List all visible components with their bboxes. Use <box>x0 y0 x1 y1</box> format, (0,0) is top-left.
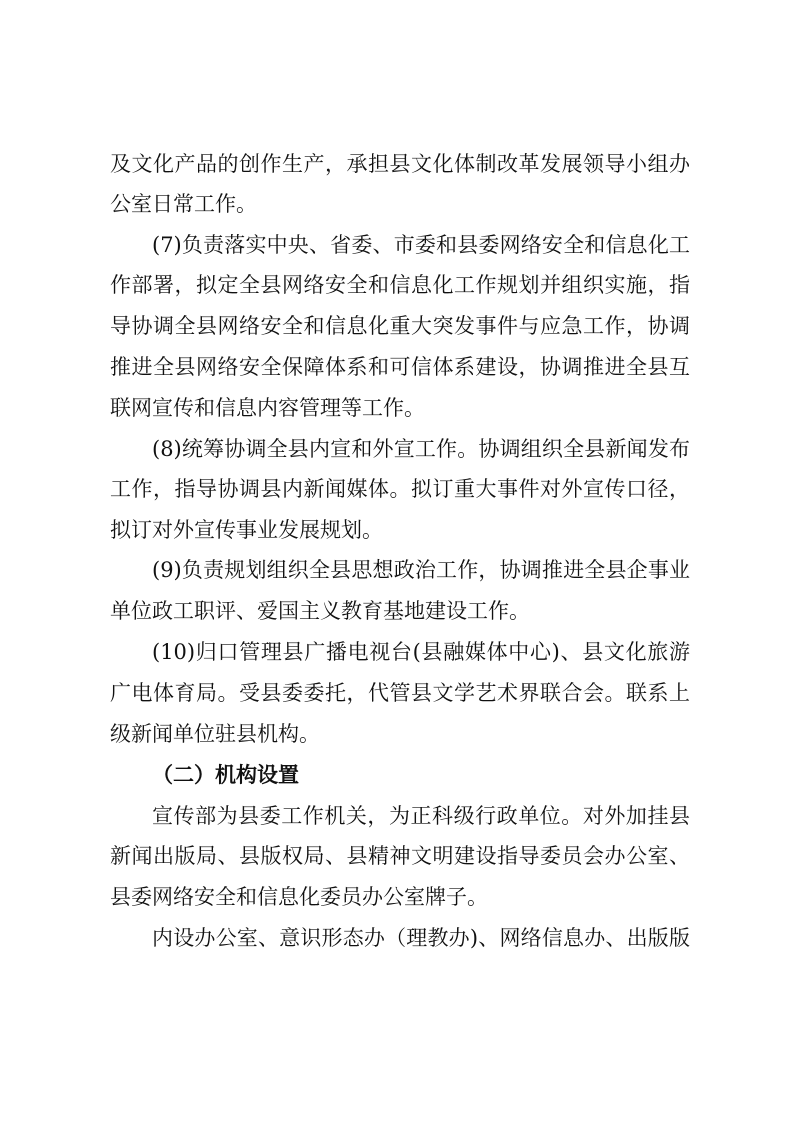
text-line: 内设办公室、意识形态办（理教办)、网络信息办、出版版 <box>152 926 690 950</box>
text-line: 县委网络安全和信息化委员办公室牌子。 <box>110 885 488 909</box>
text-line: 新闻出版局、县版权局、县精神文明建设指导委员会办公室、 <box>110 844 690 868</box>
text-line: 及文化产品的创作生产，承担县文化体制改革发展领导小组办 <box>110 152 690 176</box>
text-line: 联网宣传和信息内容管理等工作。 <box>110 396 425 420</box>
text-line: (9)负责规划组织全县思想政治工作，协调推进全县企事业 <box>152 558 690 582</box>
text-line: (7)负责落实中央、省委、市委和县委网络安全和信息化工 <box>152 233 690 257</box>
text-line: 导协调全县网络安全和信息化重大突发事件与应急工作，协调 <box>110 314 690 338</box>
text-line: 公室日常工作。 <box>110 192 257 216</box>
text-line: 作部署，拟定全县网络安全和信息化工作规划并组织实施，指 <box>110 273 690 297</box>
section-heading: （二）机构设置 <box>152 763 299 787</box>
text-line: 广电体育局。受县委委托，代管县文学艺术界联合会。联系上 <box>110 681 690 705</box>
text-line: 拟订对外宣传事业发展规划。 <box>110 518 383 542</box>
text-line: (8)统筹协调全县内宣和外宣工作。协调组织全县新闻发布 <box>152 437 690 461</box>
text-line: 工作，指导协调县内新闻媒体。拟订重大事件对外宣传口径， <box>110 477 690 501</box>
text-line: 单位政工职评、爱国主义教育基地建设工作。 <box>110 599 530 623</box>
text-line: (10)归口管理县广播电视台(县融媒体中心)、县文化旅游 <box>152 640 690 664</box>
text-line: 级新闻单位驻县机构。 <box>110 722 320 746</box>
text-line: 推进全县网络安全保障体系和可信体系建设，协调推进全县互 <box>110 355 690 379</box>
text-line: 宣传部为县委工作机关，为正科级行政单位。对外加挂县 <box>152 804 690 828</box>
